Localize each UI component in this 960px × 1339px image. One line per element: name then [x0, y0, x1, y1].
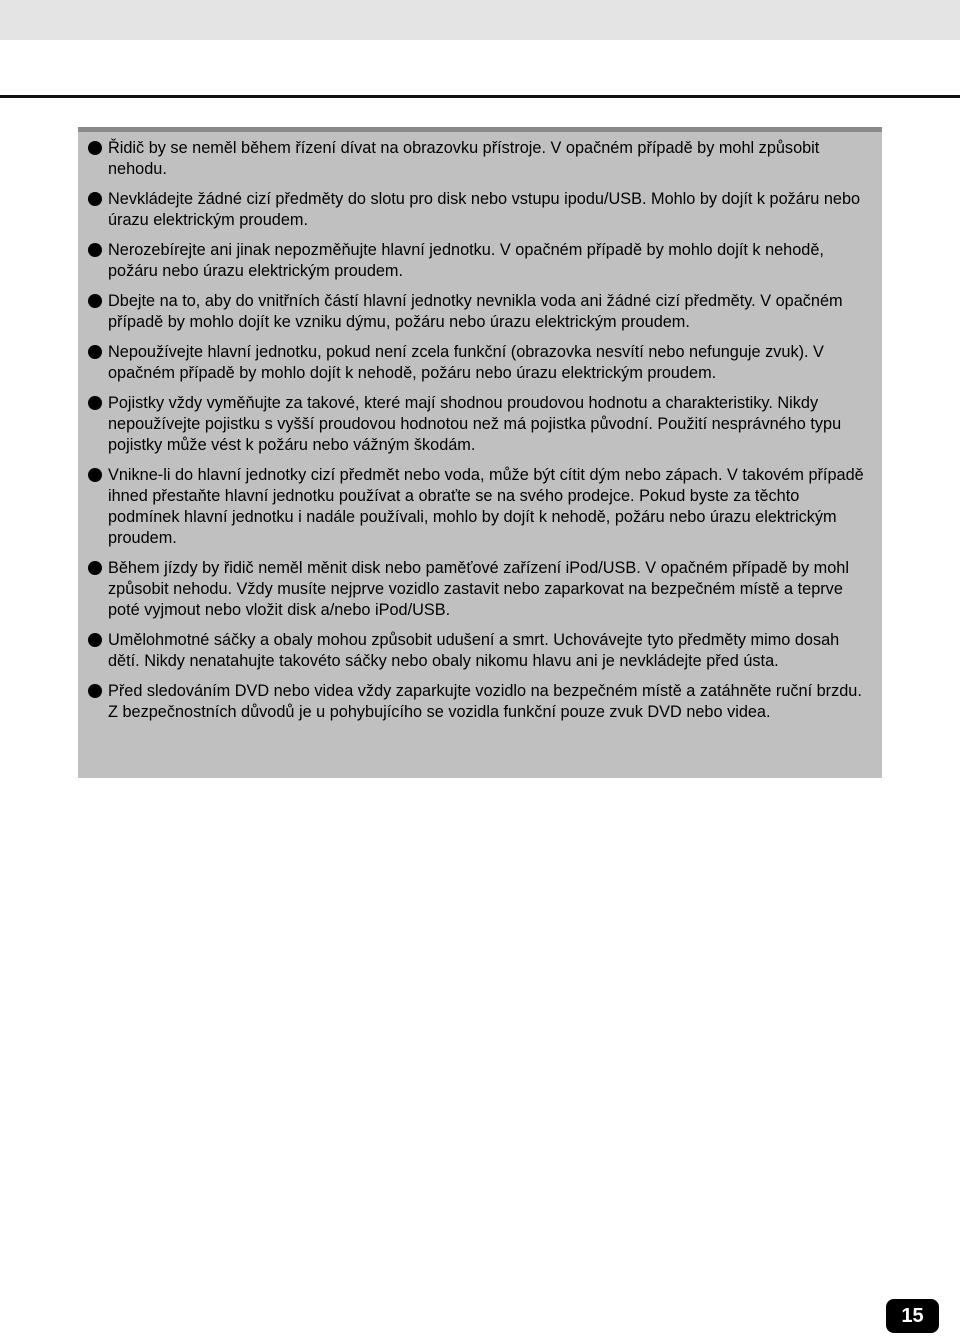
warning-item [88, 558, 864, 620]
header-rule [0, 95, 960, 98]
bullet-icon [88, 141, 102, 155]
warning-text: Nepoužívejte hlavní jednotku, pokud není zcela funkční (obrazovka nesvítí nebo nefunguje zvuk). V opačném případě by mohlo dojít k nehodě, požáru nebo úrazu elektrickým proudem. [108, 343, 824, 383]
warning-text: Vnikne-li do hlavní jednotky cizí předmět nebo voda, může být cítit dým nebo zápach. V takovém případě ihned přestaňte hlavní jednotku používat a obraťte se na svého prodejce. Pokud byste za těchto podmínek hlavní jednotku i nadále používali, mohlo by dojít k nehodě, požáru nebo úrazu elektrickým proudem. [108, 466, 864, 547]
bullet-icon [88, 561, 102, 575]
warning-text: Před sledováním DVD nebo videa vždy zaparkujte vozidlo na bezpečném místě a zatáhněte ruční brzdu. Z bezpečnostních důvodů je u pohybujícího se vozidla funkční pouze zvuk DVD nebo videa. [108, 682, 862, 721]
warning-item [88, 630, 864, 672]
bullet-icon [88, 192, 102, 206]
warning-text: Nevkládejte žádné cizí předměty do slotu pro disk nebo vstupu ipodu/USB. Mohlo by dojít k požáru nebo úrazu elektrickým proudem. [108, 190, 861, 229]
warning-text: Během jízdy by řidič neměl měnit disk nebo paměťové zařízení iPod/USB. V opačném případě by mohl způsobit nehodu. Vždy musíte nejprve vozidlo zastavit nebo zaparkovat na bezpečném místě a teprve poté vyjmout nebo vložit disk a/nebo iPod/USB. [108, 559, 849, 619]
warning-item [88, 342, 864, 384]
warning-text: Dbejte na to, aby do vnitřních částí hlavní jednotky nevnikla voda ani žádné cizí předměty. V opačném případě by mohlo dojít ke vzniku dýmu, požáru nebo úrazu elektrickým proudem. [108, 292, 843, 332]
bullet-icon [88, 684, 102, 698]
bullet-icon [88, 468, 102, 482]
warning-text: Pojistky vždy vyměňujte za takové, které mají shodnou proudovou hodnotu a charakteristiky. Nikdy nepoužívejte pojistku s vyšší proudovou hodnotou než má pojistka původní. Použití nesprávného typu pojistky může vést k požáru nebo vážným škodám. [108, 394, 842, 455]
warning-item [88, 138, 864, 180]
bullet-icon [88, 345, 102, 359]
warning-list [78, 132, 882, 723]
warning-item [88, 681, 864, 723]
warning-item [88, 240, 864, 282]
page-number-badge: 15 [886, 1299, 939, 1333]
warning-box [78, 127, 882, 778]
warning-text: Řidič by se neměl během řízení dívat na obrazovku přístroje. V opačném případě by mohl způsobit nehodu. [108, 139, 820, 178]
bullet-icon [88, 396, 102, 410]
warning-item [88, 465, 864, 548]
top-band [0, 0, 960, 40]
warning-item [88, 393, 864, 455]
warning-text: Umělohmotné sáčky a obaly mohou způsobit udušení a smrt. Uchovávejte tyto předměty mimo dosah dětí. Nikdy nenatahujte takovéto sáčky nebo obaly nikomu hlavu ani je nevkládejte před ústa. [108, 630, 840, 670]
warning-item [88, 291, 864, 333]
bullet-icon [88, 243, 102, 257]
warning-item [88, 189, 864, 231]
bullet-icon [88, 633, 102, 647]
warning-text: Nerozebírejte ani jinak nepozměňujte hlavní jednotku. V opačném případě by mohlo dojít k nehodě, požáru nebo úrazu elektrickým proudem. [108, 241, 824, 280]
bullet-icon [88, 294, 102, 308]
